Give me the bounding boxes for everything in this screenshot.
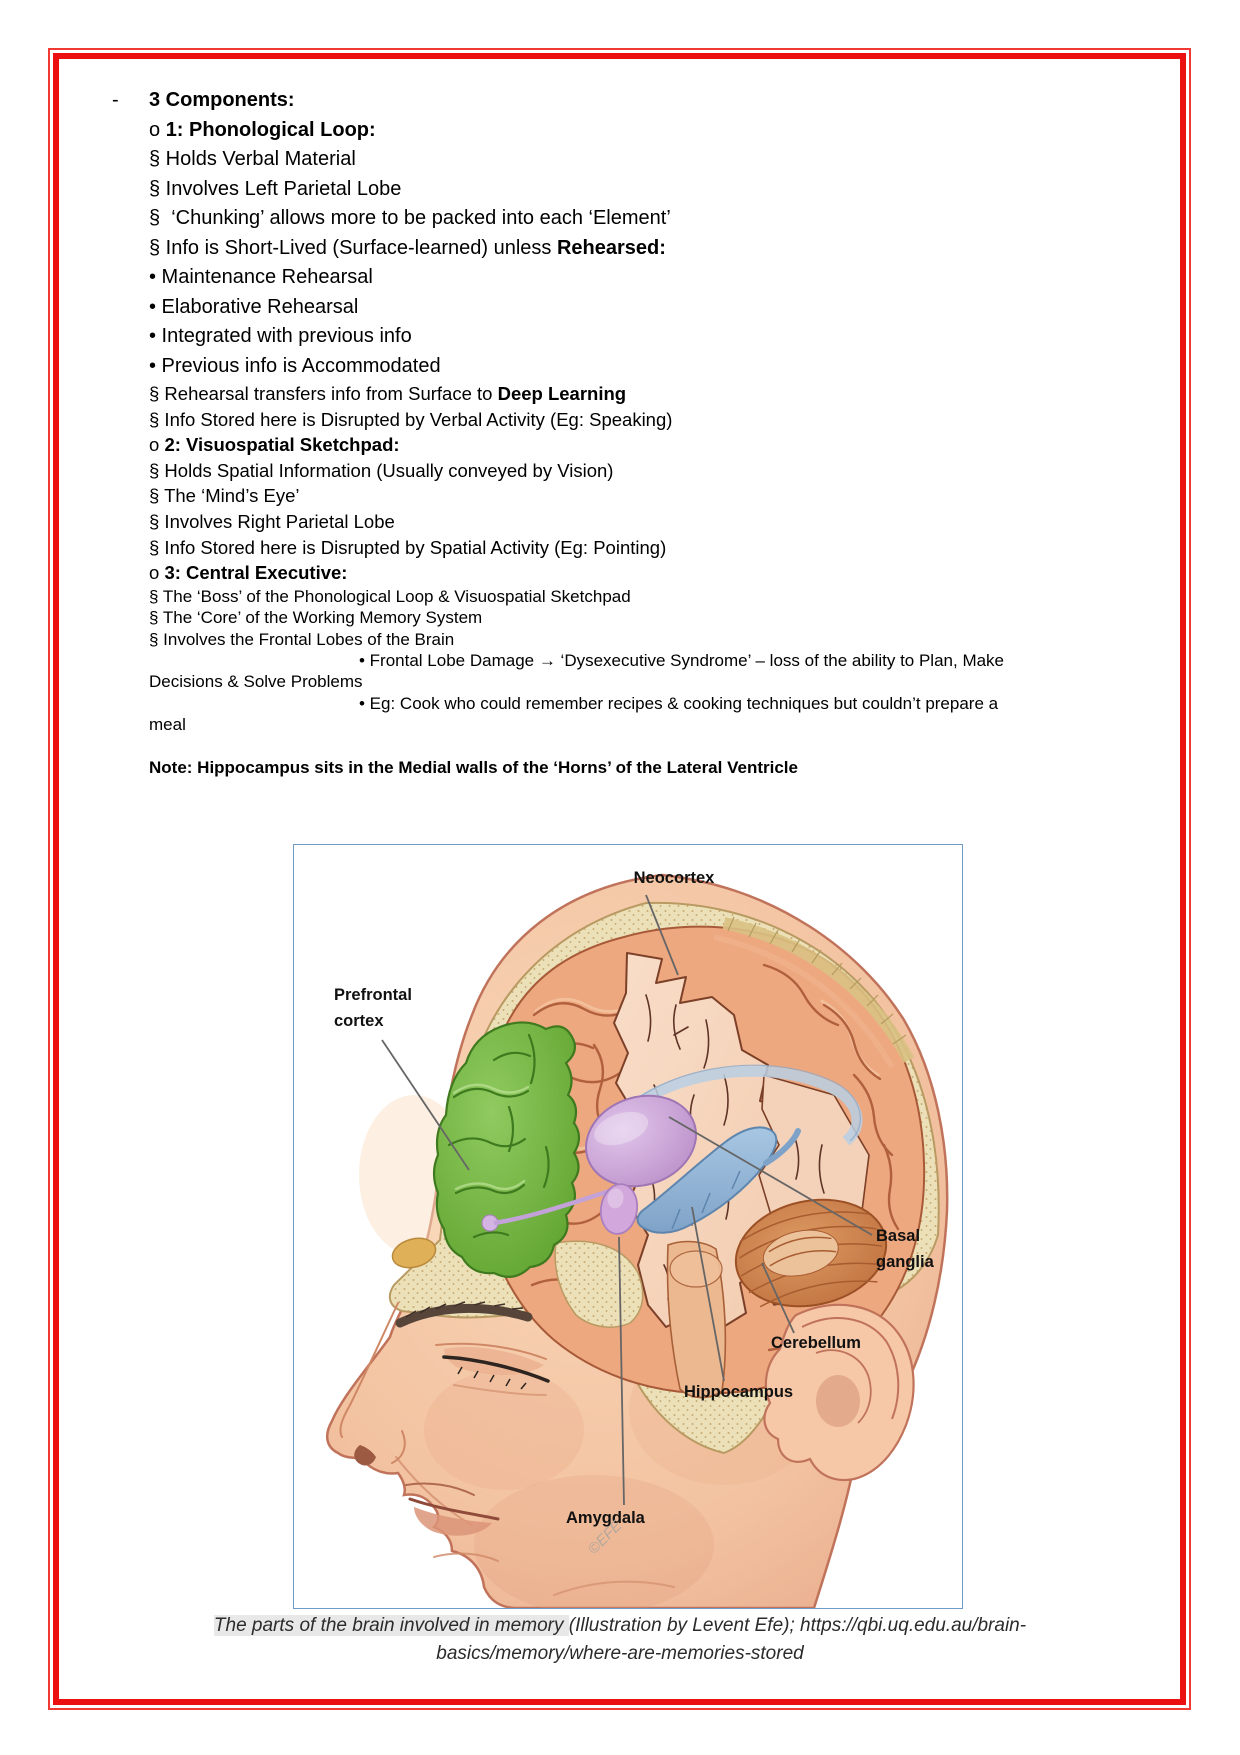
text-segment: • Integrated with previous info [149, 325, 412, 347]
text-segment: Note: Hippocampus sits in the Medial walls of the ‘Horns’ of the Lateral Ventricle [149, 758, 798, 777]
cheek-shading [424, 1370, 584, 1490]
figure-label-basal-line2: ganglia [876, 1253, 934, 1271]
text-line [149, 234, 1169, 264]
text-segment: 3 Components: [149, 89, 295, 111]
text-line [149, 483, 1169, 509]
text-line [149, 671, 1169, 692]
text-segment: § Holds Spatial Information (Usually conveyed by Vision) [149, 459, 614, 481]
text-line [149, 352, 1169, 382]
figure-label-neocortex: Neocortex [633, 869, 715, 887]
text-segment: • Elaborative Rehearsal [149, 295, 359, 318]
text-line [149, 407, 1169, 433]
text-line [149, 736, 1169, 757]
text-line [149, 175, 1169, 205]
text-line [149, 116, 1169, 146]
artist-watermark: ©EFE [584, 1517, 626, 1558]
caption-highlighted-text: The parts of the brain involved in memory [213, 1615, 569, 1636]
text-segment: • Eg: Cook who could remember recipes & cooking techniques but couldn’t prepare a [359, 693, 999, 713]
figure-caption [59, 1612, 1181, 1668]
figure-label-basal-line1: Basal [876, 1227, 921, 1245]
caption-text: (Illustration by Levent Efe); https://qbi.uq.edu.au/brain- [568, 1615, 1027, 1636]
text-segment: § Rehearsal transfers info from Surface to [149, 383, 498, 404]
text-line [149, 432, 1169, 458]
text-segment: • Previous info is Accommodated [149, 354, 441, 377]
text-line [149, 509, 1169, 535]
text-segment: § Info Stored here is Disrupted by Verbal Activity (Eg: Speaking) [149, 408, 673, 430]
text-segment: o [149, 118, 166, 141]
text-segment: meal [149, 715, 186, 735]
text-segment: § Info Stored here is Disrupted by Spatial Activity (Eg: Pointing) [149, 536, 667, 558]
text-segment: § Info is Short-Lived (Surface-learned) unless [149, 236, 557, 259]
text-line [112, 86, 1169, 116]
text-segment: o [149, 434, 165, 456]
text-segment: § The ‘Core’ of the Working Memory System [149, 608, 483, 628]
text-segment: § Involves Left Parietal Lobe [149, 177, 402, 200]
text-line [149, 586, 1169, 607]
text-line [149, 757, 1169, 778]
text-segment: § ‘Chunking’ allows more to be packed into each ‘Element’ [149, 207, 671, 229]
text-line [149, 322, 1169, 352]
text-line [149, 381, 1169, 407]
figure-label-cerebellum: Cerebellum [771, 1334, 861, 1352]
text-line [149, 293, 1169, 323]
text-line [149, 535, 1169, 561]
text-segment: Deep Learning [497, 383, 627, 404]
text-segment: 2: Visuospatial Sketchpad: [164, 434, 400, 456]
text-line [149, 714, 1169, 735]
text-segment: • Frontal Lobe Damage → ‘Dysexecutive Syndrome’ – loss of the ability to Plan, Make [359, 650, 1005, 670]
figure-label-hippocampus: Hippocampus [684, 1383, 794, 1401]
text-segment: § The ‘Boss’ of the Phonological Loop & Visuospatial Sketchpad [149, 586, 631, 606]
text-segment: § Involves the Frontal Lobes of the Brain [149, 629, 455, 649]
figure-label-amygdala: Amygdala [566, 1509, 645, 1527]
text-segment: o [149, 562, 165, 584]
brain-illustration [294, 845, 962, 1608]
text-line [149, 650, 1169, 671]
list-dash-marker: - [112, 89, 119, 111]
text-line [149, 263, 1169, 293]
text-line [149, 693, 1169, 714]
text-segment: 3: Central Executive: [164, 562, 348, 584]
text-line [149, 629, 1169, 650]
text-line [149, 458, 1169, 484]
brain-figure [293, 844, 963, 1609]
text-line [149, 560, 1169, 586]
figure-label-prefrontal-line2: cortex [334, 1012, 384, 1030]
text-segment: 1: Phonological Loop: [165, 118, 376, 141]
figure-label-prefrontal-line1: Prefrontal [334, 986, 412, 1004]
text-segment: Decisions & Solve Problems [149, 672, 363, 692]
body-text [112, 86, 1169, 778]
caption-text-line2: basics/memory/where-are-memories-stored [436, 1643, 804, 1664]
text-segment: • Maintenance Rehearsal [149, 266, 373, 288]
pons [670, 1251, 722, 1287]
text-line [149, 145, 1169, 175]
text-line [149, 607, 1169, 628]
text-segment: § Involves Right Parietal Lobe [149, 510, 395, 532]
text-segment: § Holds Verbal Material [149, 148, 356, 170]
text-segment: § The ‘Mind’s Eye’ [149, 485, 300, 507]
text-segment: Rehearsed: [556, 236, 666, 259]
text-line [149, 204, 1169, 234]
